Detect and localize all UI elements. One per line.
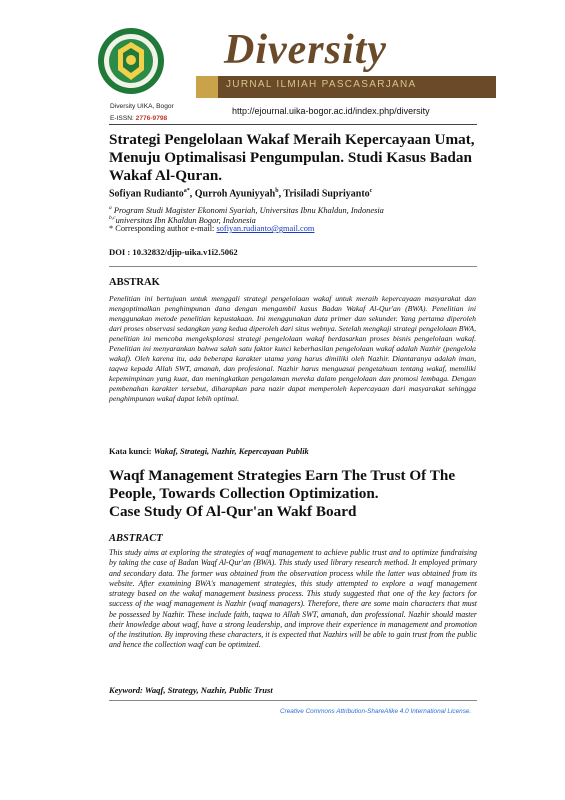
journal-brand [196, 28, 496, 98]
journal-subtitle: JURNAL ILMIAH PASCASARJANA [226, 79, 417, 90]
abstrak-heading: ABSTRAK [109, 277, 160, 288]
author-name: Trisiladi Supriyanto [283, 188, 370, 200]
corresponding-author [109, 224, 314, 233]
article-title-en [109, 467, 489, 521]
eissn-label: E-ISSN: [110, 115, 134, 122]
journal-url-link[interactable]: http://ejournal.uika-bogor.ac.id/index.php/diversity [232, 106, 430, 116]
author-list: Sofiyan Rudianto$^{a*}$, Qurroh Ayuniyyah$^b$, Trisiladi Supriyanto$^c$ [109, 188, 373, 200]
publisher-name: Diversity UIKA, Bogor [110, 103, 174, 110]
kata-kunci-label: Kata kunci: [109, 447, 154, 456]
abstract-text: This study aims at exploring the strategies of waqf management to achieve public trust and to optimize fundraising by taking the case of Badan Waqf Al-Qur'an (BWA). This study used library research method. It employed primary and secondary data. The former was obtained from the observation process while the latter was obtained from its website. After examining BWA's management strategies, this study attempted to explore a waqf management strategy based on the wakaf management business process. This study suggested that one of the key factors for success of the waqf management is Nazhir (waqf managers). Therefore, there are some main characters that must be possessed by Nazhir. These include faith, taqwa to Allah SWT, amanah, dan professional. Nazhir should master their knowledge about waqf, have a strong leadership, and improve their experience in management and promotion of the institution. By improving these characters, it is expected that Nazhirs will be able to gain trust from the public and hence the collection waqf can be optimized. [109, 548, 477, 650]
title-en-line: People, Towards Collection Optimization. [109, 485, 379, 502]
journal-logo-icon [96, 26, 166, 96]
corresponding-label: * Corresponding author e-mail: [109, 224, 217, 233]
abstract-heading: ABSTRACT [109, 533, 163, 544]
license-link[interactable]: Creative Commons Attribution-ShareAlike 4.0 International License. [280, 708, 472, 715]
author-sup: b [275, 188, 279, 194]
publisher-info [110, 101, 174, 125]
author-sup: c [369, 188, 373, 194]
affiliation-text: Program Studi Magister Ekonomi Syariah, Universitas Ibnu Khaldun, Indonesia [113, 205, 384, 215]
eissn-value: 2776-9798 [135, 115, 168, 122]
affiliation-sup: a [109, 205, 112, 211]
keywords: Keyword: Waqf, Strategy, Nazhir, Public Trust [109, 685, 273, 695]
kata-kunci-values: Wakaf, Strategi, Nazhir, Kepercayaan Publik [153, 447, 309, 456]
kata-kunci [109, 447, 309, 456]
corresponding-email-link[interactable]: sofiyan.rudianto@gmail.com [216, 224, 315, 233]
title-en-line: Case Study Of Al-Qur'an Wakf Board [109, 503, 357, 520]
header-divider [109, 124, 477, 125]
title-en-line: Waqf Management Strategies Earn The Trust Of The [109, 467, 456, 484]
author-name: Sofiyan Rudianto [109, 188, 184, 200]
journal-name: Diversity [224, 27, 387, 73]
article-title-id: Strategi Pengelolaan Wakaf Meraih Kepercayaan Umat, Menuju Optimalisasi Pengumpulan. Studi Kasus Badan Wakaf Al-Quran. [109, 131, 475, 184]
abstrak-text: Penelitian ini bertujuan untuk menggali strategi pengelolaan wakaf untuk meraih kepercayaan masyarakat dan mengoptimalkan penghimpunan dana dengan mengambil kasus Badan Wakaf Al-Qur'an (BWA). Penelitian ini menggunakan metode penelitian kepustakaan. Ini menggunakan data primer dan sekunder. Yang pertama diperoleh dari proses observasi sedangkan yang kedua diperoleh dari situs webnya. Setelah mengkaji strategi pengelolaan BWA, penelitian ini mencoba mengeksplorasi strategi pengelolaan wakaf berdasarkan proses bisnis pengelolaan wakaf. Penelitian ini menyarankan bahwa salah satu faktor kunci keberhasilan pengelolaan wakaf adalah Nazhir (pengelola wakaf). Oleh karena itu, ada beberapa karakter utama yang harus dimiliki oleh Nazhir. Diantaranya adalah iman, taqwa kepada Allah SWT, amanah, dan profesional. Nazhir harus menguasai pengetahuan tentang wakaf, memiliki kepemimpinan yang kuat, dan meningkatkan pengalaman mereka dalam pengelolaan dan promosi lembaga. Dengan pembenahan karakter tersebut, diharapkan para nazir dapat memperoleh kepercayaan dari masyarakat sehingga penghimpunan wakaf dapat lebih optimal. [109, 294, 476, 403]
affiliation-sup: b,c [109, 215, 116, 221]
footer-divider [109, 700, 477, 701]
affiliation-text: universitas Ibn Khaldun Bogor, Indonesia [115, 215, 256, 225]
section-divider [109, 266, 477, 267]
doi: DOI : 10.32832/djip-uika.v1i2.5062 [109, 247, 238, 257]
author-sup: a* [183, 188, 190, 194]
author-name: Qurroh Ayuniyyah [194, 188, 276, 200]
